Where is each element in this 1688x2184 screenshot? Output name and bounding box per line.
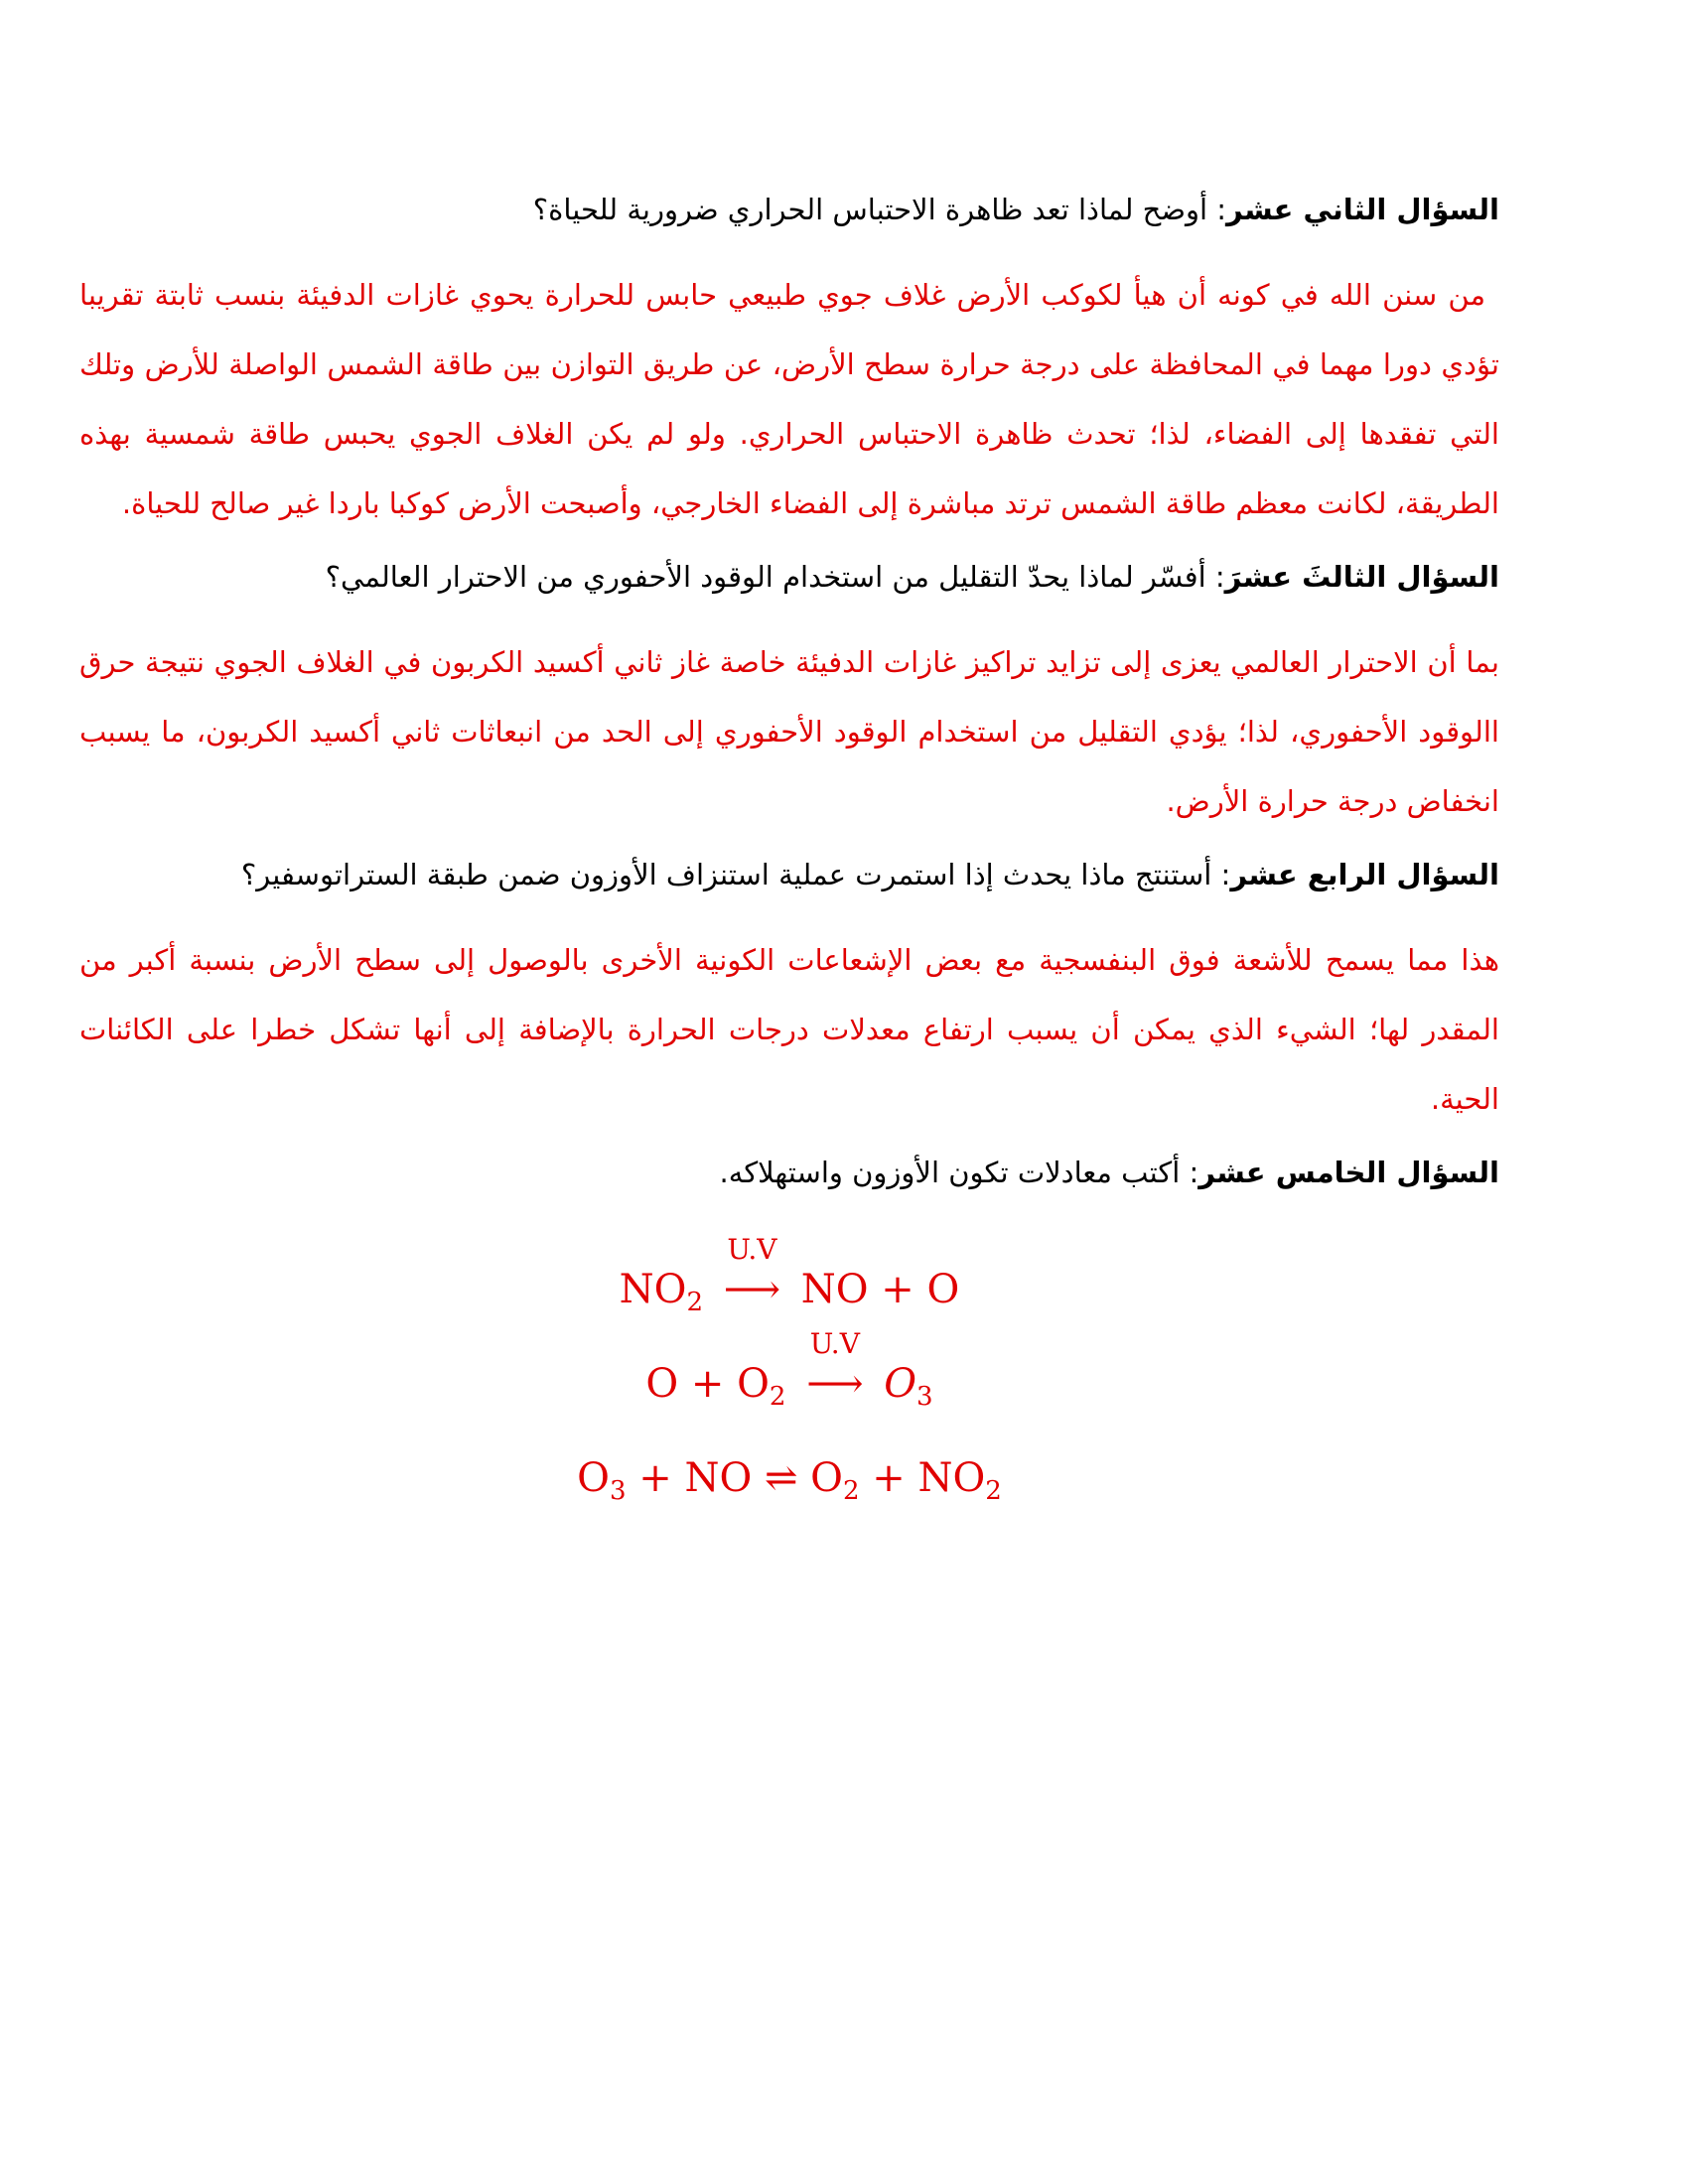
question-15-text: : أكتب معادلات تكون الأوزون واستهلاكه. bbox=[719, 1156, 1199, 1189]
equation-3 bbox=[79, 1412, 1499, 1506]
eq3-b: + NO bbox=[626, 1455, 765, 1501]
eq2-right-sub: 3 bbox=[916, 1382, 933, 1412]
eq3-a: O bbox=[577, 1455, 610, 1501]
question-15-label: السؤال الخامس عشر bbox=[1198, 1156, 1499, 1189]
equation-2 bbox=[79, 1317, 1499, 1412]
eq1-right: NO + O bbox=[800, 1267, 960, 1312]
eq2-left-sub: 2 bbox=[769, 1382, 786, 1412]
answer-13: بما أن الاحترار العالمي يعزى إلى تزايد تراكيز غازات الدفيئة خاصة غاز ثاني أكسيد الكربون في الغلاف الجوي نتيجة حرق االوقود الأحفوري، لذا؛ يؤدي التقليل من استخدام الوقود الأحفوري إلى الحد من انبعاثات ثاني أكسيد الكربون، ما يسبب انخفاض درجة حرارة الأرض. bbox=[79, 645, 1499, 818]
question-13-text: : أفسّر لماذا يحدّ التقليل من استخدام الوقود الأحفوري من الاحترار العالمي؟ bbox=[325, 560, 1225, 594]
eq2-left: O + O bbox=[645, 1361, 770, 1407]
equations-block bbox=[79, 1223, 1499, 1506]
eq3-equilibrium-arrow: ⇌ bbox=[764, 1455, 798, 1501]
eq3-d: + NO bbox=[859, 1455, 986, 1501]
question-12-label: السؤال الثاني عشر bbox=[1226, 193, 1499, 226]
eq3-a-sub: 3 bbox=[609, 1476, 627, 1506]
question-15 bbox=[79, 1152, 1499, 1193]
eq1-left: NO bbox=[619, 1267, 687, 1312]
eq1-left-sub: 2 bbox=[686, 1288, 704, 1317]
question-13 bbox=[79, 556, 1499, 598]
eq3-d-sub: 2 bbox=[985, 1476, 1002, 1506]
eq2-arrow-symbol: ⟶ bbox=[806, 1361, 864, 1407]
question-12 bbox=[79, 189, 1499, 230]
eq3-c-sub: 2 bbox=[842, 1476, 860, 1506]
eq3-c: O bbox=[797, 1455, 843, 1501]
document-page bbox=[79, 189, 1499, 1506]
eq1-arrow bbox=[723, 1233, 781, 1312]
equation-1 bbox=[79, 1223, 1499, 1317]
eq2-right: O bbox=[884, 1361, 917, 1407]
eq2-arrow-label: U.V bbox=[809, 1327, 860, 1360]
answer-14: هذا مما يسمح للأشعة فوق البنفسجية مع بعض الإشعاعات الكونية الأخرى بالوصول إلى سطح الأرض بنسبة أكبر من المقدر لها؛ الشيء الذي يمكن أن يسبب ارتفاع معدلات درجات الحرارة بالإضافة إلى أنها تشكل خطرا على الكائنات الحية. bbox=[79, 943, 1499, 1116]
eq1-arrow-symbol: ⟶ bbox=[723, 1267, 781, 1312]
eq2-arrow bbox=[806, 1327, 864, 1407]
answer-12: من سنن الله في كونه أن هيأ لكوكب الأرض غلاف جوي طبيعي حابس للحرارة يحوي غازات الدفيئة بنسب ثابتة تقريبا تؤدي دورا مهما في المحافظة على درجة حرارة سطح الأرض، عن طريق التوازن بين طاقة الشمس الواصلة للأرض وتلك التي تفقدها إلى الفضاء، لذا؛ تحدث ظاهرة الاحتباس الحراري. ولو لم يكن الغلاف الجوي يحبس طاقة شمسية بهذه الطريقة، لكانت معظم طاقة الشمس ترتد مباشرة إلى الفضاء الخارجي، وأصبحت الأرض كوكبا باردا غير صالح للحياة. bbox=[79, 278, 1499, 520]
question-14-text: : أستنتج ماذا يحدث إذا استمرت عملية استنزاف الأوزون ضمن طبقة الستراتوسفير؟ bbox=[240, 858, 1231, 891]
eq1-arrow-label: U.V bbox=[727, 1233, 777, 1266]
question-14 bbox=[79, 854, 1499, 895]
question-12-text: : أوضح لماذا تعد ظاهرة الاحتباس الحراري ضرورية للحياة؟ bbox=[532, 193, 1227, 226]
question-14-label: السؤال الرابع عشر bbox=[1230, 858, 1499, 891]
question-13-label: السؤال الثالثَ عشرَ bbox=[1224, 560, 1499, 594]
